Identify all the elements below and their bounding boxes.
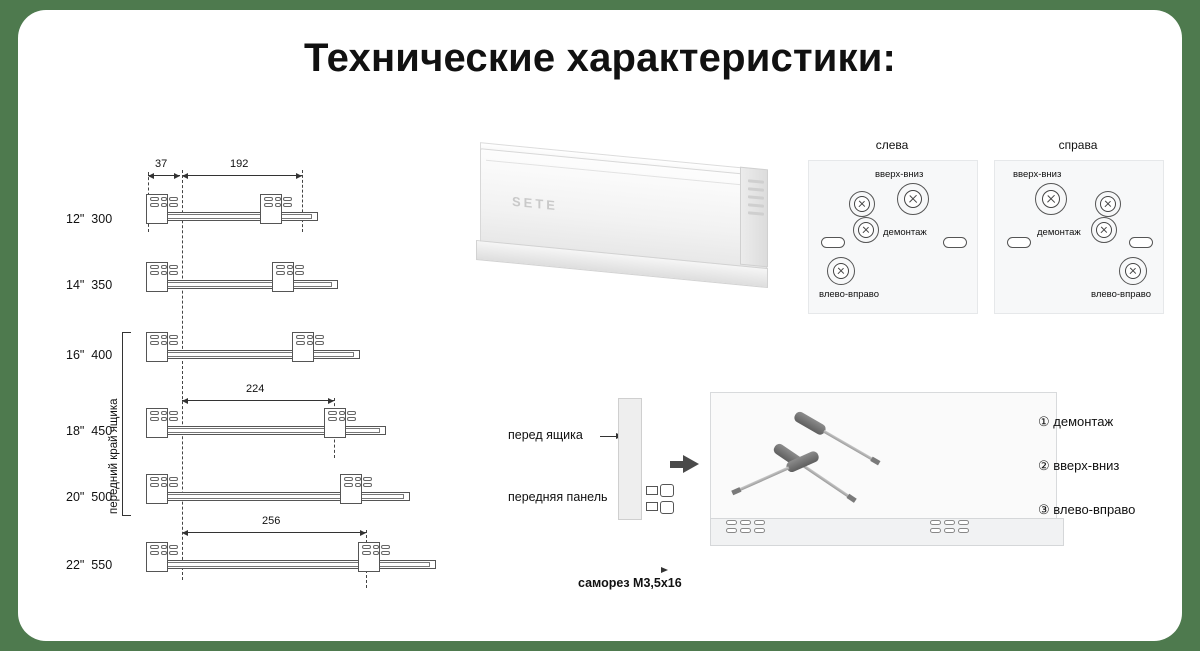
assembly-diagram (478, 380, 1178, 625)
drawer-hole-cluster-right (930, 520, 969, 533)
hole-cluster (150, 335, 178, 345)
direction-arrow-icon (683, 455, 699, 473)
label-front-of-drawer: перед ящика (508, 428, 583, 442)
hole-cluster (150, 545, 178, 555)
dim-line-224 (182, 400, 334, 401)
drawer-front-label: передний край ящика (108, 398, 120, 514)
screw-part-2 (646, 502, 658, 511)
screw-head-2 (660, 501, 674, 514)
adjust-card-left (808, 160, 978, 314)
dim-line-37 (148, 175, 180, 176)
label-dismount-left: демонтаж (883, 227, 927, 238)
adjust-card-right (994, 160, 1164, 314)
drawer-hole-cluster-left (726, 520, 765, 533)
row-label-3: 18" 450 (66, 424, 113, 438)
screw-icon-right-4 (1125, 263, 1141, 279)
screw-icon-right-1 (1042, 190, 1060, 208)
label-up-down-right: вверх-вниз (1013, 169, 1062, 180)
legend-item-2: ③ влево-вправо (1038, 502, 1136, 517)
screw-icon-right-2 (1100, 196, 1116, 212)
slot-right-b (1129, 237, 1153, 248)
product-photo (470, 150, 780, 320)
row-label-4: 20" 500 (66, 490, 113, 504)
dim-text-256: 256 (262, 515, 281, 527)
slot-left-b (943, 237, 967, 248)
page-title: Технические характеристики: (303, 36, 897, 80)
content-card (18, 10, 1182, 641)
product-slots (748, 179, 764, 221)
hole-cluster (150, 411, 178, 421)
guide-line-b (182, 170, 183, 580)
hole-cluster (362, 545, 390, 555)
dim-text-192: 192 (230, 158, 249, 170)
row-label-5: 22" 550 (66, 558, 113, 572)
slot-left-a (821, 237, 845, 248)
hole-cluster (264, 197, 292, 207)
slot-right-a (1007, 237, 1031, 248)
assembly-legend (1038, 414, 1198, 546)
drawer-front-brace (122, 332, 131, 516)
hole-cluster (328, 411, 356, 421)
label-up-down-left: вверх-вниз (875, 169, 924, 180)
screw-icon-left-1 (854, 196, 870, 212)
legend-item-1: ② вверх-вниз (1038, 458, 1120, 473)
hole-cluster (150, 265, 178, 275)
label-dismount-right: демонтаж (1037, 227, 1081, 238)
dimension-drawing (48, 150, 468, 610)
screw-note: саморез М3,5х16 (578, 576, 682, 590)
screw-icon-left-3 (858, 222, 874, 238)
adjustment-cards (808, 138, 1168, 323)
card-title-left: слева (875, 138, 909, 152)
hole-cluster (276, 265, 304, 275)
screw-icon-left-4 (833, 263, 849, 279)
card-title-right: справа (1058, 138, 1098, 152)
dim-text-37: 37 (155, 158, 168, 170)
hole-cluster (150, 477, 178, 487)
hole-cluster (150, 197, 178, 207)
label-left-right-right: влево-вправо (1091, 289, 1152, 300)
hole-cluster (296, 335, 324, 345)
dim-text-224: 224 (246, 383, 265, 395)
row-label-0: 12" 300 (66, 212, 113, 226)
hole-cluster (344, 477, 372, 487)
dim-line-256 (182, 532, 366, 533)
front-panel-part (618, 398, 642, 520)
screw-head-1 (660, 484, 674, 497)
screw-part-1 (646, 486, 658, 495)
screw-icon-right-3 (1096, 222, 1112, 238)
row-label-2: 16" 400 (66, 348, 113, 362)
row-label-1: 14" 350 (66, 278, 113, 292)
guide-line-c (302, 170, 303, 232)
screw-icon-left-2 (904, 190, 922, 208)
label-front-panel: передняя панель (508, 490, 608, 504)
product-logo: SETE (512, 193, 558, 214)
label-left-right-left: влево-вправо (819, 289, 880, 300)
legend-item-0: ① демонтаж (1038, 414, 1114, 429)
dim-line-192 (182, 175, 302, 176)
